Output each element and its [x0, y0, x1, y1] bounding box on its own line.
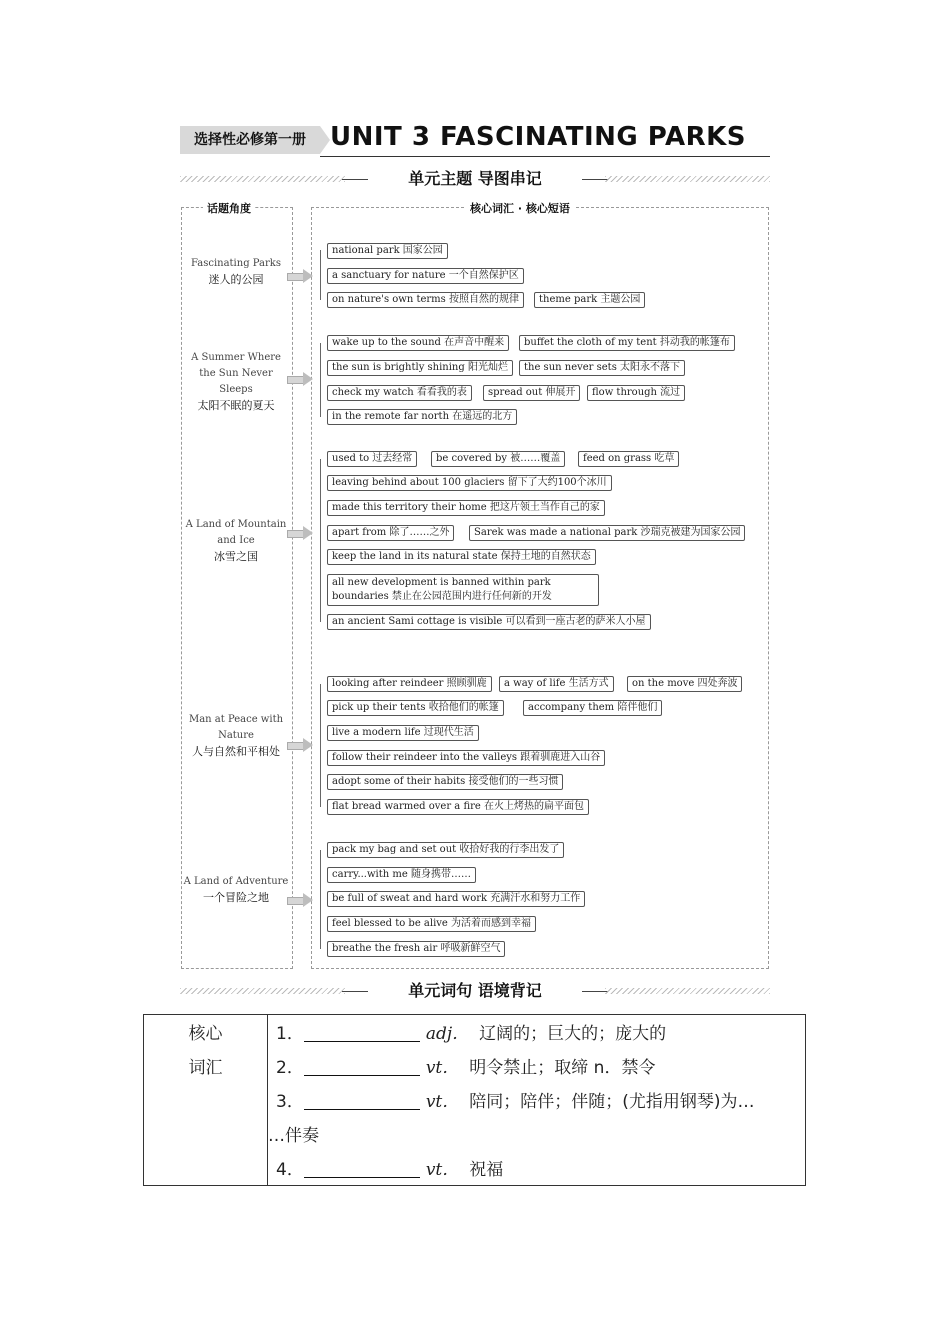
phrase-chip: national park 国家公园	[327, 243, 448, 259]
phrase-chip: live a modern life 过现代生活	[327, 725, 479, 741]
phrase-chip: spread out 伸展开	[483, 385, 580, 401]
topic-item	[182, 874, 290, 906]
topic-cn: 冰雪之国	[214, 550, 258, 563]
phrase-chip: buffet the cloth of my tent 抖动我的帐篷布	[519, 335, 735, 351]
phrase-chip: on the move 四处奔波	[627, 676, 742, 692]
phrase-chip: Sarek was made a national park 沙瑞克被建为国家公园	[469, 525, 745, 541]
answer-blank[interactable]	[304, 1091, 420, 1110]
phrase-chip: breathe the fresh air 呼吸新鲜空气	[327, 941, 505, 957]
phrase-chip: the sun never sets 太阳永不落下	[519, 360, 685, 376]
vocab-row-continued: …伴奏	[268, 1126, 319, 1146]
phrase-chip: pack my bag and set out 收拾好我的行李出发了	[327, 842, 564, 858]
phrase-chip: feed on grass 吃草	[578, 451, 679, 467]
phrase-chip: on nature's own terms 按照自然的规律	[327, 292, 524, 308]
phrase-chip: looking after reindeer 照顾驯鹿	[327, 676, 492, 692]
section-banner-vocab	[180, 980, 770, 1002]
book-tag: 选择性必修第一册	[180, 126, 320, 154]
vocab-rows	[268, 1017, 801, 1187]
unit-header	[180, 122, 770, 156]
arrow-icon	[287, 372, 313, 386]
phrase-chip: the sun is brightly shining 阳光灿烂	[327, 360, 513, 376]
group-bracket	[320, 250, 327, 300]
phrase-chip: leaving behind about 100 glaciers 留下了大约100个冰川	[327, 475, 612, 491]
phrase-chip: in the remote far north 在遥远的北方	[327, 409, 517, 425]
answer-blank[interactable]	[304, 1057, 420, 1076]
group-bracket	[320, 684, 327, 807]
topic-en: Man at Peace with Nature	[188, 714, 284, 741]
vocab-frame-title: 核心词汇 · 核心短语	[466, 200, 574, 216]
topic-cn: 人与自然和平相处	[192, 745, 280, 758]
topic-item	[182, 350, 290, 414]
arrow-icon	[287, 738, 313, 752]
unit-title: UNIT 3 FASCINATING PARKS	[330, 122, 746, 152]
phrase-chip: be covered by 被……覆盖	[431, 451, 565, 467]
vocab-row: 1． adj． 辽阔的；巨大的；庞大的	[276, 1024, 667, 1044]
topic-cn: 太阳不眠的夏天	[197, 399, 275, 412]
phrase-chip: carry...with me 随身携带……	[327, 867, 476, 883]
vocab-row: 4． vt． 祝福	[276, 1160, 504, 1180]
phrase-chip: used to 过去经常	[327, 451, 417, 467]
phrase-chip: pick up their tents 收拾他们的帐篷	[327, 700, 504, 716]
vocab-row: 2． vt． 明令禁止；取缔 n．禁令	[276, 1058, 656, 1078]
phrase-chip: apart from 除了……之外	[327, 525, 454, 541]
arrow-icon	[287, 269, 313, 283]
topic-en: Fascinating Parks	[190, 258, 281, 269]
phrase-chip: an ancient Sami cottage is visible 可以看到一座古老的萨米人小屋	[327, 614, 651, 630]
phrase-chip: all new development is banned within park boundaries 禁止在公园范围内进行任何新的开发	[327, 574, 599, 606]
topic-cn: 迷人的公园	[208, 273, 264, 286]
phrase-chip: accompany them 陪伴他们	[523, 700, 662, 716]
topic-en: A Land of Adventure	[183, 876, 289, 887]
header-rule	[320, 156, 770, 157]
phrase-chip: wake up to the sound 在声音中醒来	[327, 335, 509, 351]
phrase-chip: a sanctuary for nature 一个自然保护区	[327, 268, 524, 284]
banner-title: 单元主题 导图串记	[408, 169, 542, 188]
topic-en: A Land of Mountain and Ice	[185, 519, 287, 546]
phrase-chip: flat bread warmed over a fire 在火上烤热的扁平面包	[327, 799, 589, 815]
arrow-icon	[287, 526, 313, 540]
topic-en: A Summer Where the Sun Never Sleeps	[191, 352, 281, 395]
section-banner-mindmap	[180, 168, 770, 190]
topic-cn: 一个冒险之地	[203, 891, 269, 904]
phrase-chip: a way of life 生活方式	[499, 676, 614, 692]
topic-item	[182, 256, 290, 288]
phrase-chip: check my watch 看看我的表	[327, 385, 472, 401]
vocab-row: 3． vt． 陪同；陪伴；伴随；(尤指用钢琴)为…	[276, 1092, 755, 1112]
arrow-icon	[287, 893, 313, 907]
phrase-chip: made this territory their home 把这片领土当作自己的家	[327, 500, 605, 516]
topic-frame-title: 话题角度	[203, 200, 255, 216]
phrase-chip: follow their reindeer into the valleys 跟着驯鹿进入山谷	[327, 750, 605, 766]
vocab-table	[143, 1014, 806, 1186]
answer-blank[interactable]	[304, 1023, 420, 1042]
group-bracket	[320, 850, 327, 949]
answer-blank[interactable]	[304, 1159, 420, 1178]
phrase-chip: adopt some of their habits 接受他们的一些习惯	[327, 774, 563, 790]
phrase-chip: theme park 主题公园	[534, 292, 645, 308]
group-bracket	[320, 343, 327, 417]
topic-item	[182, 517, 290, 565]
table-header-cell: 核心 词汇	[188, 1024, 223, 1078]
group-bracket	[320, 459, 327, 622]
banner-title: 单元词句 语境背记	[408, 981, 542, 1000]
phrase-chip: feel blessed to be alive 为活着而感到幸福	[327, 916, 536, 932]
phrase-chip: flow through 流过	[587, 385, 685, 401]
topic-frame	[181, 207, 293, 969]
phrase-chip: be full of sweat and hard work 充满汗水和努力工作	[327, 891, 585, 907]
phrase-chip: keep the land in its natural state 保持土地的自然状态	[327, 549, 596, 565]
topic-item	[182, 712, 290, 760]
